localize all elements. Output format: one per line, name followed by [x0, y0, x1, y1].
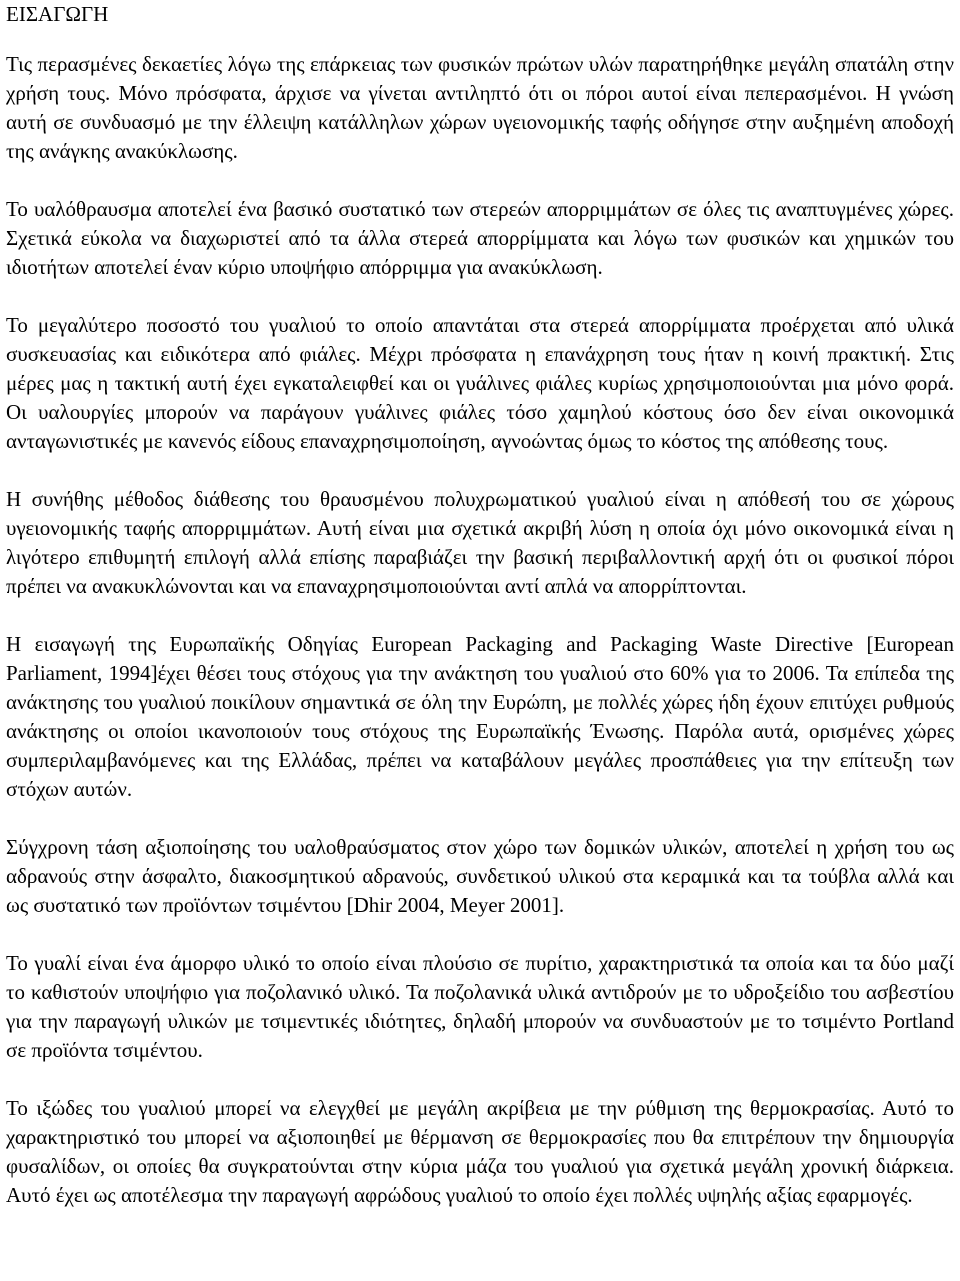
paragraph-4: Η συνήθης μέθοδος διάθεσης του θραυσμένου πολυχρωματικού γυαλιού είναι η απόθεσή του σε χώρους υγειονομικής ταφής απορριμμάτων. Αυτή είναι μια σχετικά ακριβή λύση η οποία όχι μόνο οικονομικά είναι η λιγότερο επιθυμητή επιλογή αλλά επίσης παραβιάζει την βασική περιβαλλοντική αρχή ότι οι φυσικοί πόροι πρέπει να ανακυκλώνονται και να επαναχρησιμοποιούνται αντί απλά να απορρίπτονται.	[6, 487, 954, 598]
spacer	[6, 29, 954, 50]
document-heading: ΕΙΣΑΓΩΓΗ	[6, 2, 109, 26]
document-page	[6, 0, 954, 1210]
spacer	[6, 601, 954, 630]
spacer	[6, 166, 954, 195]
paragraph-3: Το μεγαλύτερο ποσοστό του γυαλιού το οποίο απαντάται στα στερεά απορρίμματα προέρχεται από υλικά συσκευασίας και ειδικότερα από φιάλες. Μέχρι πρόσφατα η επανάχρηση τους ήταν η κοινή πρακτική. Στις μέρες μας η τακτική αυτή έχει εγκαταλειφθεί και οι γυάλινες φιάλες κυρίως χρησιμοποιούνται μια μόνο φορά. Οι υαλουργίες μπορούν να παράγουν γυάλινες φιάλες τόσο χαμηλού κόστους όσο δεν είναι οικονομικά ανταγωνιστικές με κανενός είδους επαναχρησιμοποίηση, αγνοώντας όμως το κόστος της απόθεσης τους.	[6, 313, 954, 453]
paragraph-2: Το υαλόθραυσμα αποτελεί ένα βασικό συστατικό των στερεών απορριμμάτων σε όλες τις αναπτυγμένες χώρες. Σχετικά εύκολα να διαχωριστεί από τα άλλα στερεά απορρίμματα και λόγω των φυσικών και χημικών του ιδιοτήτων αποτελεί έναν κύριο υποψήφιο απόρριμμα για ανακύκλωση.	[6, 197, 954, 279]
spacer	[6, 282, 954, 311]
spacer	[6, 456, 954, 485]
paragraph-7: Το γυαλί είναι ένα άμορφο υλικό το οποίο είναι πλούσιο σε πυρίτιο, χαρακτηριστικά τα οποία και τα δύο μαζί το καθιστούν υποψήφιο για ποζολανικό υλικό. Τα ποζολανικά υλικά αντιδρούν με το υδροξείδιο του ασβεστίου για την παραγωγή υλικών με τσιμεντικές ιδιότητες, δηλαδή μπορούν να συνδυαστούν με το τσιμέντο Portland σε προϊόντα τσιμέντου.	[6, 951, 954, 1062]
paragraph-8: Το ιξώδες του γυαλιού μπορεί να ελεγχθεί με μεγάλη ακρίβεια με την ρύθμιση της θερμοκρασίας. Αυτό το χαρακτηριστικό του μπορεί να αξιοποιηθεί με θέρμανση σε θερμοκρασίες που θα επιτρέπουν την δημιουργία φυσαλίδων, οι οποίες θα συγκρατούνται στην κύρια μάζα του γυαλιού για σχετικά μεγάλη χρονική διάρκεια. Αυτό έχει ως αποτέλεσμα την παραγωγή αφρώδους γυαλιού το οποίο έχει πολλές υψηλής αξίας εφαρμογές.	[6, 1096, 954, 1207]
paragraph-6: Σύγχρονη τάση αξιοποίησης του υαλοθραύσματος στον χώρο των δομικών υλικών, αποτελεί η χρήση του ως αδρανούς στην άσφαλτο, διακοσμητικού αδρανούς, συνδετικού υλικού στα κεραμικά και τα τούβλα αλλά και ως συστατικό των προϊόντων τσιμέντου [Dhir 2004, Meyer 2001].	[6, 835, 954, 917]
spacer	[6, 804, 954, 833]
paragraph-5: Η εισαγωγή της Ευρωπαϊκής Οδηγίας European Packaging and Packaging Waste Directive [European Parliament, 1994]έχει θέσει τους στόχους για την ανάκτηση του γυαλιού στο 60% για το 2006. Τα επίπεδα της ανάκτησης του γυαλιού ποικίλουν σημαντικά σε όλη την Ευρώπη, με πολλές χώρες ήδη έχουν επιτύχει ρυθμούς ανάκτησης οι οποίοι ικανοποιούν τους στόχους της Ευρωπαϊκής Ένωσης. Παρόλα αυτά, ορισμένες χώρες συμπεριλαμβανόμενες και της Ελλάδας, πρέπει να καταβάλουν μεγάλες προσπάθειες για την επίτευξη των στόχων αυτών.	[6, 632, 954, 801]
spacer	[6, 920, 954, 949]
spacer	[6, 1065, 954, 1094]
paragraph-1: Τις περασμένες δεκαετίες λόγω της επάρκειας των φυσικών πρώτων υλών παρατηρήθηκε μεγάλη σπατάλη στην χρήση τους. Μόνο πρόσφατα, άρχισε να γίνεται αντιληπτό ότι οι πόροι αυτοί είναι πεπερασμένοι. Η γνώση αυτή σε συνδυασμό με την έλλειψη κατάλληλων χώρων υγειονομικής ταφής οδήγησε στην αυξημένη αποδοχή της ανάγκης ανακύκλωσης.	[6, 52, 954, 163]
